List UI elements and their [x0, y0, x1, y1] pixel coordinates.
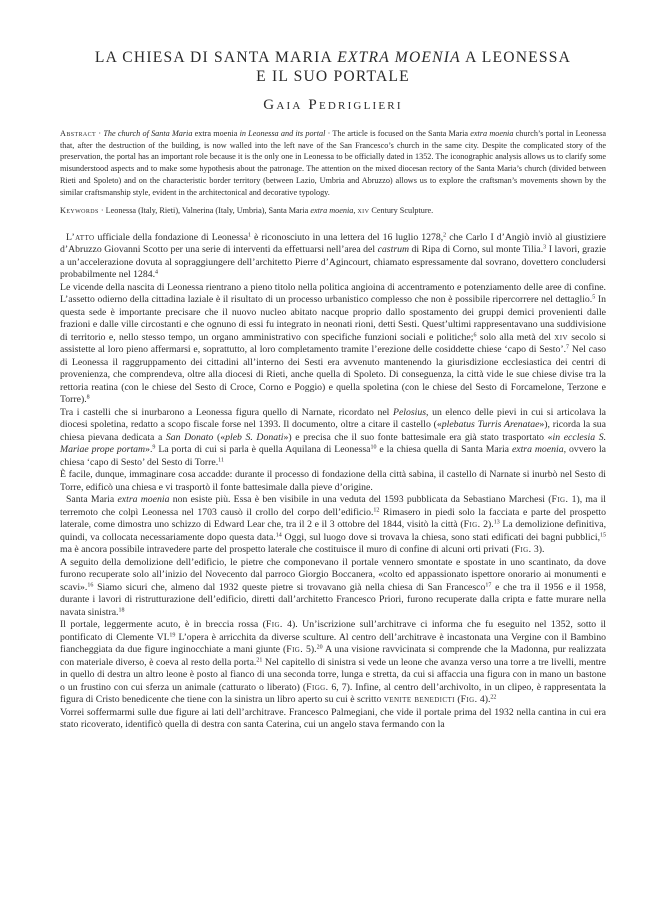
figure-ref[interactable]: Fig.	[265, 619, 283, 631]
paragraph-5: Santa Maria extra moenia non esiste più. Essa è ben visibile in una veduta del 1593 pubblicata da Sebastiano Marchesi (Fig. 1), ma il terremoto che colpì Leonessa nel 1703 causò il crollo del corpo dell’edificio.$^{12}$ Rimasero in piedi solo la facciata e parte del prospetto laterale, come dimostra uno schizzo di Edward Lear che, tra il 2 e il 3 ottobre del 1844, visitò la città (Fig. 2).$^{13}$ La demolizione definitiva, quindi, va collocata necessariamente dopo questa data.$^{14}$ Oggi, sul luogo dove si trovava la chiesa, sono stati edificati dei bagni pubblici,$^{15}$ ma è ancora possibile intravedere parte del prospetto laterale che costituisce il muro di confine di alcuni orti privati (Fig. 3).	[60, 494, 607, 556]
abstract-label: Abstract	[60, 129, 97, 138]
article-body	[60, 232, 606, 732]
figure-ref[interactable]: Fig.	[514, 544, 532, 556]
title-line-1: LA CHIESA DI SANTA MARIA EXTRA MOENIA A LEONESSA	[94, 49, 572, 66]
footnote-ref[interactable]: 13	[493, 519, 500, 526]
footnote-ref[interactable]: 21	[256, 657, 263, 664]
figure-ref[interactable]: Fig.	[286, 644, 304, 656]
footnote-ref[interactable]: 7	[566, 344, 570, 351]
author-name: Gaia Pedriglieri	[263, 97, 403, 113]
footnote-ref[interactable]: 1	[248, 232, 252, 239]
footnote-ref[interactable]: 17	[485, 582, 492, 589]
footnote-ref[interactable]: 22	[490, 694, 497, 701]
footnote-ref[interactable]: 20	[316, 644, 323, 651]
article-title	[60, 48, 606, 86]
paragraph-4: È facile, dunque, immaginare cosa accadde: durante il processo di fondazione della città sabina, il castello di Narnate si inurbò nel Sesto di Torre, edificò una chiesa e vi trasportò il fonte battesimale dalla pieve d’origine.	[60, 469, 606, 493]
footnote-ref[interactable]: 4	[155, 269, 159, 276]
footnote-ref[interactable]: 15	[600, 532, 607, 539]
abstract: Abstract · The church of Santa Maria extra moenia in Leonessa and its portal · The article is focused on the Santa Maria extra moenia church’s portal in Leonessa that, after the destruction of the building, is now walled into the left nave of the San Francesco’s church in the same city. Despite the complicated story of the preservation, the portal has an important role because it is the only one in Leonessa to be officially dated in 1352. The iconographic analysis allows us to clarify some misunderstood aspects and to make some hypothesis about the patronage. The attention on the mixed diocesan rectory of the Santa Maria’s church (divided between Rieti and Spoleto) and on the characteristic border territory (between Lazio, Umbria and Abruzzo) allows us to explore the craftsman’s movements shown by the similar craftsmanship style, evident in the architectonical and decorative typology.	[60, 129, 606, 197]
footnote-ref[interactable]: 9	[152, 444, 156, 451]
paragraph-2: Le vicende della nascita di Leonessa rientrano a pieno titolo nella politica angioina di accentramento e potenziamento delle aree di confine. L’assetto odierno della cittadina laziale è il risultato di un processo urbanistico complesso che non è possibile ripercorrere nel dettaglio.$^5$ In questa sede è importante precisare che il nuovo nucleo abitato nacque proprio dallo spostamento dei gruppi demici provenienti dalle frazioni e dalle ville circostanti e che ognuno di essi fu integrato in neonati rioni, detti Sesti. Quest’ultimi rappresentavano una suddivisione di territorio e, nello stesso tempo, un organo amministrativo con specifiche funzioni sociali e politiche;$^6$ solo alla metà del xiv secolo si assistette al loro pieno affermarsi e, soprattutto, al loro completamento tramite l’erezione delle cosiddette chiese ‘capo di Sesto’.$^7$ Nel caso di Leonessa il raggruppamento dei cittadini all’interno dei Sesti era avvenuto mantenendo la giurisdizione ecclesiastica dei centri di provenienza, che comprendeva, oltre alla diocesi di Rieti, anche quella di Spoleto. Di conseguenza, la città vide le sue chiese divise tra la rettoria reatina (con le chiese del Sesto di Croce, Corno e Poggio) e quella spoletina (con le chiese del Sesto di Forcamelone, Terzone e Torre).$^8$	[60, 281, 606, 406]
keywords: Keywords · Leonessa (Italy, Rieti), Valnerina (Italy, Umbria), Santa Maria extra moenia, xiv Century Sculpture.	[60, 206, 434, 216]
footnote-ref[interactable]: 18	[118, 607, 125, 614]
paragraph-1: L’atto ufficiale della fondazione di Leonessa$^1$ è riconosciuto in una lettera del 16 luglio 1278,$^2$ che Carlo I d’Angiò inviò al giustiziere d’Abruzzo Giovanni Scotto per una serie di interventi da effettuarsi nell’area del castrum di Ripa di Corno, sul monte Tilia.$^3$ I lavori, grazie a un’accelerazione dovuta al sopraggiungere dell’architetto Pierre d’Agincourt, chiamato espressamente dal sovrano, dovettero concludersi probabilmente nel 1284.$^4$	[60, 231, 606, 281]
paragraph-8: Vorrei soffermarmi sulle due figure ai lati dell’architrave. Francesco Palmegiani, che vide il portale prima del 1932 nella cantina in cui era stato ricoverato, identificò quella di destra con santa Caterina, cui un angelo stava fermando con la	[60, 706, 606, 731]
footnote-ref[interactable]: 6	[473, 332, 477, 339]
title-line-2: E IL SUO PORTALE	[256, 68, 410, 85]
figure-ref[interactable]: Fig.	[460, 694, 478, 706]
paragraph-6: A seguito della demolizione dell’edificio, le pietre che componevano il portale vennero smontate e spostate in uno scantinato, da dove furono recuperate solo all’inizio del Novecento dal parroco Giorgio Boccanera, «colto ed appassionato ispettore onorario ai monumenti e scavi».$^{16}$ Siamo sicuri che, almeno dal 1932 queste pietre si trovavano già nella chiesa di San Francesco$^{17}$ e che tra il 1956 e il 1958, durante i lavori di ristrutturazione dell’edificio, diretti dall’architetto Francesco Priori, furono recuperate dalla cripta e fatte murare nella navata sinistra.$^{18}$	[60, 556, 606, 618]
footnote-ref[interactable]: 19	[169, 632, 176, 639]
figure-ref[interactable]: Fig.	[551, 494, 569, 506]
footnote-ref[interactable]: 5	[592, 294, 596, 301]
footnote-ref[interactable]: 11	[218, 457, 224, 464]
paragraph-7: Il portale, leggermente acuto, è in breccia rossa (Fig. 4). Un’iscrizione sull’architrave ci informa che fu eseguito nel 1352, sotto il pontificato di Clemente VI.$^{19}$ L’opera è arricchita da diverse sculture. Al centro dell’architrave è incastonata una Vergine con il Bambino fiancheggiata da due figure inginocchiate a mani giunte (Fig. 5).$^{20}$ A una visione ravvicinata si comprende che la Madonna, pur realizzata con materiale diverso, è coeva al resto della porta.$^{21}$ Nel capitello di sinistra si vede un leone che avanza verso una torre a tre livelli, mentre in quello di destra un altro leone è posto al fianco di una seconda torre, lunga e stretta, da cui si affaccia una figura con in mano un bastone o un frustino con cui sferza un animale (catturato o liberato) (Figg. 6, 7). Infine, al centro dell’archivolto, in un clipeo, è rappresentata la figura di Cristo benedicente che tiene con la sinistra un libro aperto su cui è scritto venite benedicti (Fig. 4).$^{22}$	[60, 619, 607, 706]
figure-ref[interactable]: Figg.	[306, 681, 329, 693]
keywords-label: Keywords	[60, 206, 99, 216]
footnote-ref[interactable]: 3	[543, 244, 547, 251]
article-page	[60, 48, 606, 732]
footnote-ref[interactable]: 16	[87, 582, 94, 589]
footnote-ref[interactable]: 10	[370, 444, 377, 451]
figure-ref[interactable]: Fig.	[463, 519, 481, 531]
footnote-ref[interactable]: 14	[275, 532, 282, 539]
footnote-ref[interactable]: 2	[443, 232, 447, 239]
footnote-ref[interactable]: 8	[86, 394, 90, 401]
footnote-ref[interactable]: 12	[373, 507, 380, 514]
paragraph-3: Tra i castelli che si inurbarono a Leonessa figura quello di Narnate, ricordato nel Pelosius, un elenco delle pievi in cui si articolava la diocesi spoletina, redatto a scopo fiscale forse nel 1393. Il documento, oltre a citare il castello («plebatus Turris Arenatae»), ricorda la sua chiesa pievana dedicata a San Donato («pleb S. Donati») e precisa che il suo fonte battesimale era già stato trasportato «in ecclesia S. Mariae prope portam».$^9$ La porta di cui si parla è quella Aquilana di Leonessa$^{10}$ e la chiesa quella di Santa Maria extra moenia, ovvero la chiesa ‘capo di Sesto’ del Sesto di Torre.$^{11}$	[60, 406, 607, 468]
